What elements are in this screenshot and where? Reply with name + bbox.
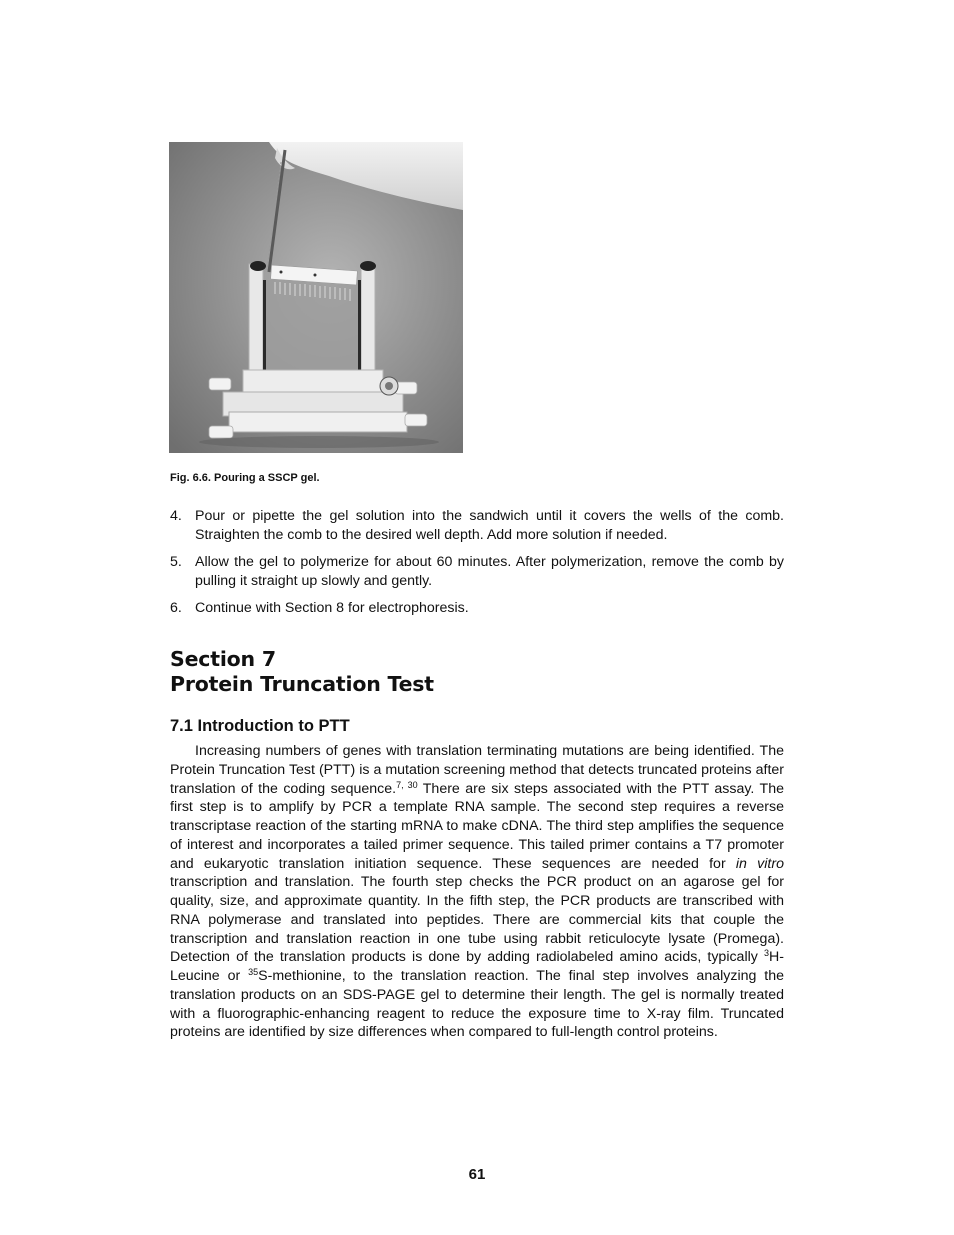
subsection-heading: 7.1 Introduction to PTT bbox=[170, 717, 350, 735]
citation-superscript: 7, 30 bbox=[396, 779, 418, 790]
paragraph-text: S-methionine, to the translation reaction. The final step involves analyzing the translation products on an SDS-PAGE gel to determine their length. The gel is normally treated with a fluorographic-enhancing reagent to reduce the exposure time to X-ray film. Truncated proteins are identified by size differences when compared to full-length control proteins. bbox=[170, 968, 784, 1041]
list-item bbox=[170, 599, 784, 618]
figure-caption: Fig. 6.6. Pouring a SSCP gel. bbox=[170, 472, 320, 484]
paragraph-text: H-Leucine or bbox=[170, 949, 784, 984]
step-text: Continue with Section 8 for electrophoresis. bbox=[195, 600, 469, 617]
list-item bbox=[170, 507, 784, 544]
body-paragraph bbox=[170, 742, 784, 1042]
step-number: 4. bbox=[170, 508, 182, 524]
section-number: Section 7 bbox=[170, 647, 276, 671]
section-title: Protein Truncation Test bbox=[170, 672, 434, 696]
step-number: 6. bbox=[170, 600, 182, 617]
list-item bbox=[170, 553, 784, 590]
figure-photo bbox=[169, 142, 463, 453]
procedure-steps bbox=[170, 507, 784, 627]
step-text: Allow the gel to polymerize for about 60 minutes. After polymerization, remove the comb by pulling it straight up slowly and gently. bbox=[195, 554, 784, 589]
italic-term: in vitro bbox=[735, 855, 784, 872]
paragraph-text: transcription and translation. The fourth step checks the PCR product on an agarose gel for quality, size, and approximate quantity. In the fifth step, the PCR products are transcribed with RNA polymerase and translated into peptides. There are commercial kits that couple the transcription and translation reaction in one tube using rabbit reticulocyte lysate (Promega). Detection of the translation products is done by adding radiolabeled amino acids, typically bbox=[170, 874, 784, 966]
isotope-superscript: 35 bbox=[248, 967, 259, 977]
step-number: 5. bbox=[170, 554, 182, 571]
page-number: 61 bbox=[468, 1166, 486, 1183]
step-text: Pour or pipette the gel solution into the sandwich until it covers the wells of the comb. Straighten the comb to the desired well depth. Add more solution if needed. bbox=[195, 508, 784, 543]
paragraph-text: Increasing numbers of genes with translation terminating mutations are being identified. The Protein Truncation Test (PTT) is a mutation screening method that detects truncated proteins after translation of the coding sequence. bbox=[170, 743, 784, 797]
gel-casting-photo bbox=[169, 142, 463, 453]
isotope-superscript: 3 bbox=[764, 948, 770, 959]
paragraph-text: There are six steps associated with the PTT assay. The first step is to amplify by PCR a template RNA sample. The second step requires a reverse transcriptase reaction of the starting mRNA to make cDNA. The third step amplifies the sequence of interest and incorporates a tailed primer sequence. This tailed primer contains a T7 promoter and eukaryotic translation initiation sequence. These sequences are needed for bbox=[170, 780, 784, 872]
section-heading bbox=[170, 647, 434, 697]
